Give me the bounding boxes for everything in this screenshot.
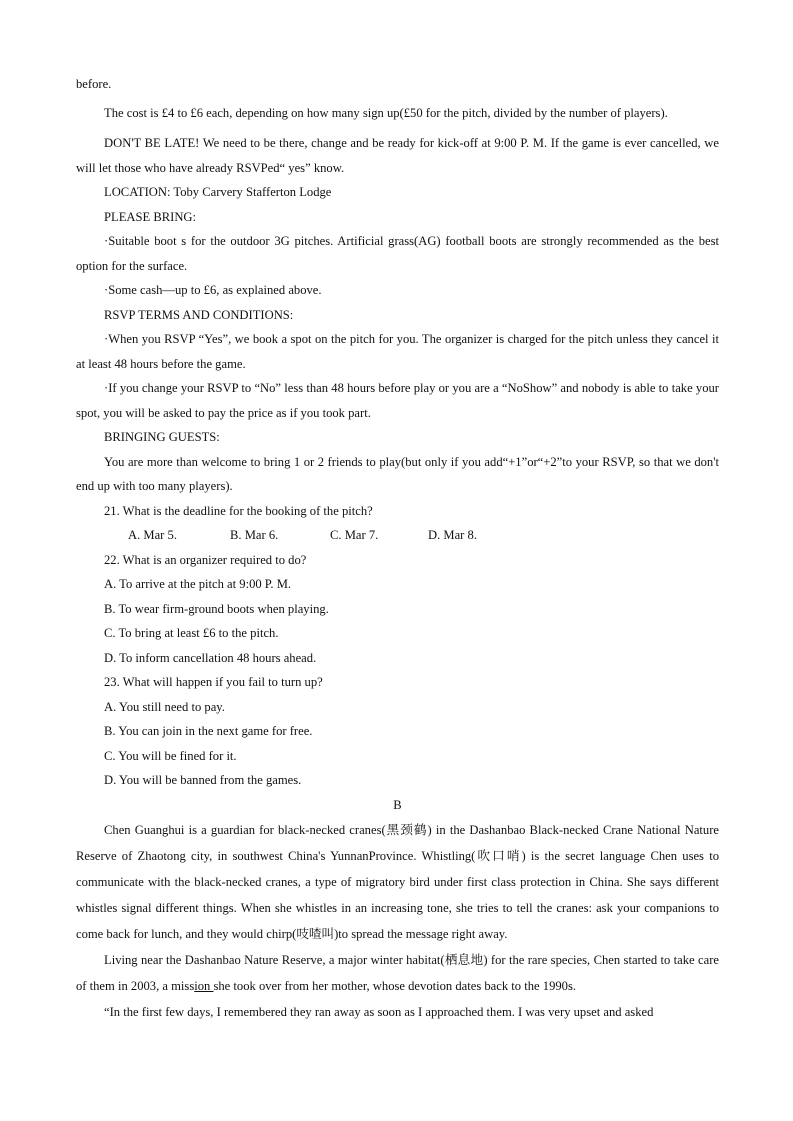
option-c: C. You will be fined for it.: [104, 748, 237, 763]
terms-item-yes: ·When you RSVP “Yes”, we book a spot on the pitch for you. The organizer is charged for the pitch unless they cancel it at least 48 hours before the game.: [76, 332, 719, 371]
question-stem: 21. What is the deadline for the booking of the pitch?: [104, 503, 373, 518]
document-page: [76, 72, 719, 1025]
options-row: [76, 523, 719, 548]
crane-paragraph-1: Chen Guanghui is a guardian for black-necked cranes(黑颈鹤) in the Dashanbao Black-necked Crane National Nature Reserve of Zhaotong city, in southwest China's YunnanProvince. Whistling(吹口哨) is the secret language Chen uses to communicate with the black-necked cranes, a type of migratory bird under first class protection in China. She says different whistles signal different things. When she whistles in an increasing tone, she tries to tell the cranes: ask your companions to come back for lunch, and they would chirp(吱喳叫)to spread the message right away.: [76, 823, 719, 941]
text-run: she took over from her mother, whose devotion dates back to the 1990s.: [213, 979, 577, 993]
passage-b: [76, 817, 719, 1025]
terms-item-no: ·If you change your RSVP to “No” less than 48 hours before play or you are a “NoShow” and nobody is able to take your spot, you will be asked to pay the price as if you took part.: [76, 381, 719, 420]
bring-item-cash: ·Some cash—up to £6, as explained above.: [104, 283, 322, 297]
option-b: B. You can join in the next game for free.: [104, 724, 313, 738]
question-23: [76, 670, 719, 793]
option-d: D. Mar 8.: [428, 528, 477, 542]
terms-heading: RSVP TERMS AND CONDITIONS:: [104, 307, 294, 322]
crane-paragraph-3: “In the first few days, I remembered they ran away as soon as I approached them. I was very upset and asked: [104, 1005, 654, 1019]
option-a: A. Mar 5.: [128, 528, 177, 542]
text-run: Living near the Dashanbao Nature Reserve, a major winter habitat(栖息地) for the rare species, Chen started to take care of them in 2003, a miss: [76, 953, 719, 993]
section-letter: B: [393, 797, 402, 812]
option-a: A. You still need to pay.: [104, 699, 225, 714]
bring-heading: PLEASE BRING:: [104, 209, 197, 224]
option-b: B. To wear firm-ground boots when playing.: [104, 601, 329, 616]
text-fragment: before.: [76, 77, 112, 91]
guests-heading: BRINGING GUESTS:: [104, 430, 220, 444]
question-stem: 23. What will happen if you fail to turn up?: [104, 675, 323, 689]
option-b: B. Mar 6.: [230, 528, 279, 542]
underlined-text: ion: [194, 979, 214, 993]
question-21: [76, 499, 719, 548]
option-a: A. To arrive at the pitch at 9:00 P. M.: [104, 577, 292, 591]
bring-item-boots: ·Suitable boot s for the outdoor 3G pitches. Artificial grass(AG) football boots are strongly recommended as the best option for the surface.: [76, 234, 719, 273]
option-d: D. You will be banned from the games.: [104, 773, 302, 787]
option-d: D. To inform cancellation 48 hours ahead.: [104, 650, 317, 665]
option-c: C. Mar 7.: [330, 528, 379, 542]
question-stem: 22. What is an organizer required to do?: [104, 552, 307, 567]
option-c: C. To bring at least £6 to the pitch.: [104, 626, 279, 640]
cost-paragraph: The cost is £4 to £6 each, depending on how many sign up(£50 for the pitch, divided by the number of players).: [104, 105, 668, 120]
question-22: [76, 548, 719, 671]
late-paragraph: DON'T BE LATE! We need to be there, change and be ready for kick-off at 9:00 P. M. If the game is ever cancelled, we will let those who have already RSVPed“ yes” know.: [76, 136, 719, 175]
location-line: LOCATION: Toby Carvery Stafferton Lodge: [104, 185, 332, 199]
crane-paragraph-2: [76, 947, 719, 999]
guests-paragraph: You are more than welcome to bring 1 or 2 friends to play(but only if you add“+1”or“+2”to your RSVP, so that we don't end up with too many players).: [76, 454, 719, 493]
